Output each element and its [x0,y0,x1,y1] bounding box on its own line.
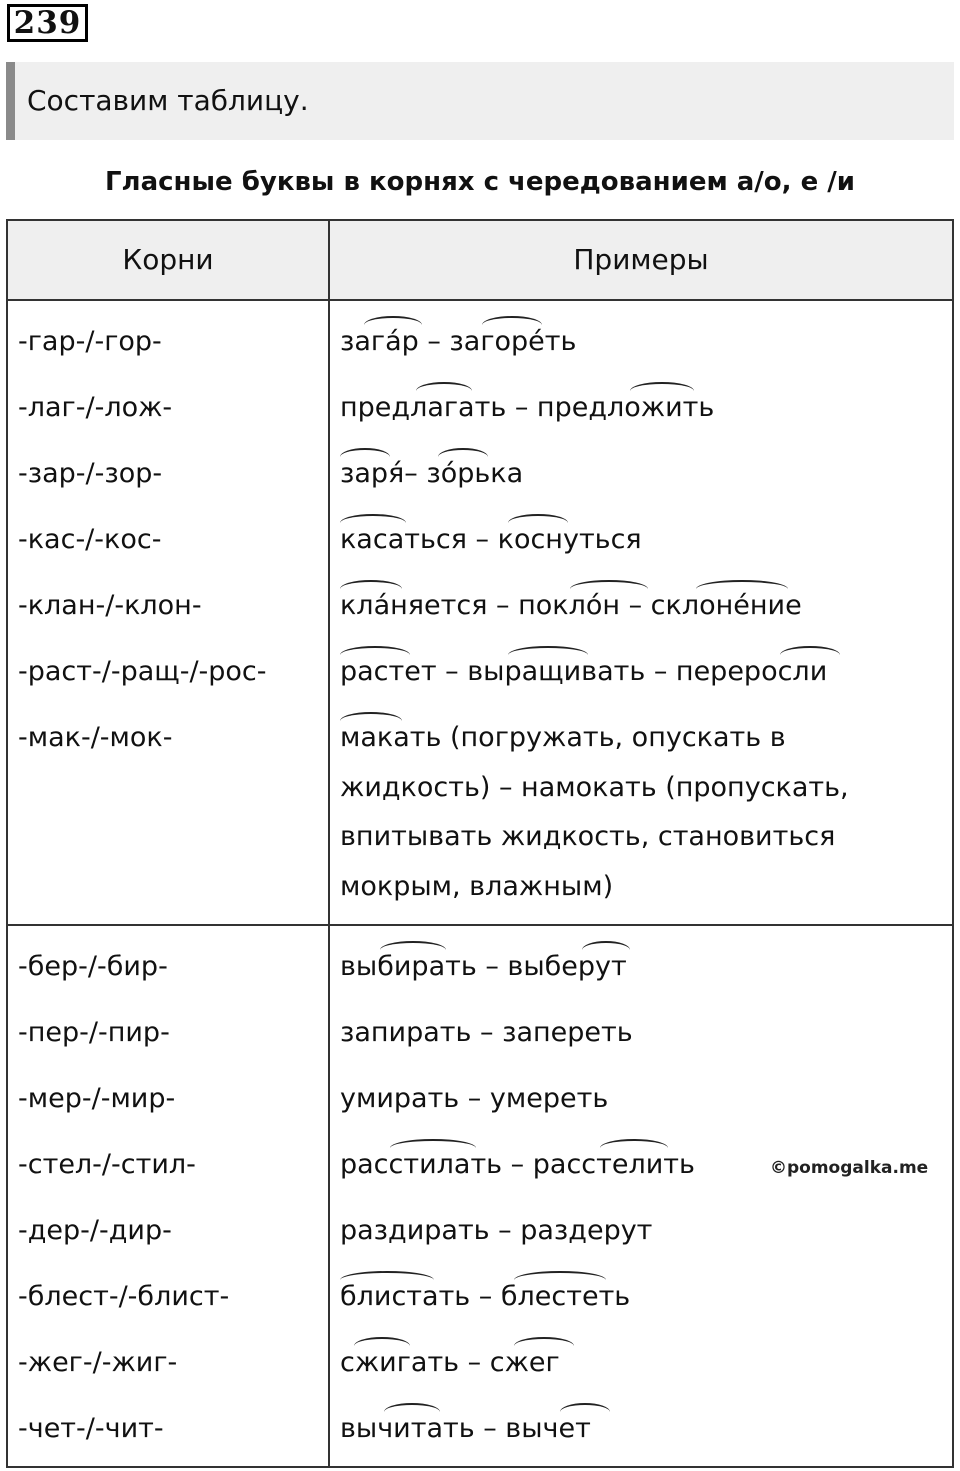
example-cell: предлагать – предложить [340,392,715,423]
root-arc-mark [696,580,788,598]
example-cell: выбирать – выберут [340,951,627,982]
example-cell: касаться – коснуться [340,524,642,555]
root-arc-mark [340,514,406,532]
example-cell: раздирать – раздерут [340,1215,653,1246]
example-cell: вычитать – вычет [340,1413,591,1444]
roots-table [6,219,954,1468]
root-arc-mark [340,712,402,730]
watermark: ©pomogalka.me [770,1158,929,1178]
column-header-examples: Примеры [573,243,709,276]
intro-text: Составим таблицу. [27,84,309,117]
root-arc-mark [438,448,488,466]
root-cell: -мак-/-мок- [18,722,173,753]
root-cell: -стел-/-стил- [18,1149,196,1180]
example-cell: умирать – умереть [340,1083,609,1114]
root-cell: -зар-/-зор- [18,458,163,489]
root-cell: -бер-/-бир- [18,951,168,982]
table-title: Гласные буквы в корнях с чередованием а/о, е /и [104,167,855,197]
root-arc-mark [508,646,588,664]
root-cell: -лаг-/-лож- [18,392,173,423]
root-cell: -пер-/-пир- [18,1017,170,1048]
root-arc-mark [340,1271,434,1289]
root-arc-mark [560,1403,610,1421]
root-arc-mark [380,941,446,959]
example-cell: загáр – загорéть [340,326,577,357]
example-cell: растет – выращивать – переросли [340,656,828,687]
root-arc-mark [570,580,648,598]
root-arc-mark [514,1271,606,1289]
root-cell: -кас-/-кос- [18,524,162,555]
example-cell: макать (погружать, опускать в жидкость) – намокать (пропускать, впитывать жидкость, становиться мокрым, влажным) [340,722,849,902]
root-cell: -жег-/-жиг- [18,1347,178,1378]
exercise-number: 239 [7,4,88,42]
table-header [8,221,952,301]
intro-callout [6,62,954,140]
root-cell: -чет-/-чит- [18,1413,164,1444]
root-cell: -клан-/-клон- [18,590,202,621]
column-header-roots: Корни [122,243,214,276]
root-arc-mark [514,1337,574,1355]
root-arc-mark [354,1337,410,1355]
example-cell: клáняется – поклóн – склонéние [340,590,802,621]
root-arc-mark [582,941,630,959]
root-arc-mark [508,514,568,532]
root-arc-mark [364,316,422,334]
group-divider [8,924,952,926]
example-cell: расстилать – расстелить [340,1149,695,1180]
root-arc-mark [340,580,402,598]
example-cell: сжигать – сжег [340,1347,560,1378]
root-arc-mark [600,1139,668,1157]
root-cell: -раст-/-ращ-/-рос- [18,656,267,687]
root-arc-mark [416,382,472,400]
root-arc-mark [340,646,410,664]
root-cell: -блест-/-блист- [18,1281,230,1312]
root-arc-mark [384,1403,440,1421]
root-cell: -гар-/-гор- [18,326,162,357]
root-arc-mark [390,1139,476,1157]
column-divider [328,221,330,1466]
root-arc-mark [340,448,390,466]
root-arc-mark [780,646,840,664]
root-cell: -дер-/-дир- [18,1215,172,1246]
root-cell: -мер-/-мир- [18,1083,176,1114]
example-cell: заря́– зóрька [340,458,524,489]
example-cell: блистать – блестеть [340,1281,631,1312]
example-cell: запирать – запереть [340,1017,633,1048]
root-arc-mark [630,382,694,400]
root-arc-mark [482,316,542,334]
